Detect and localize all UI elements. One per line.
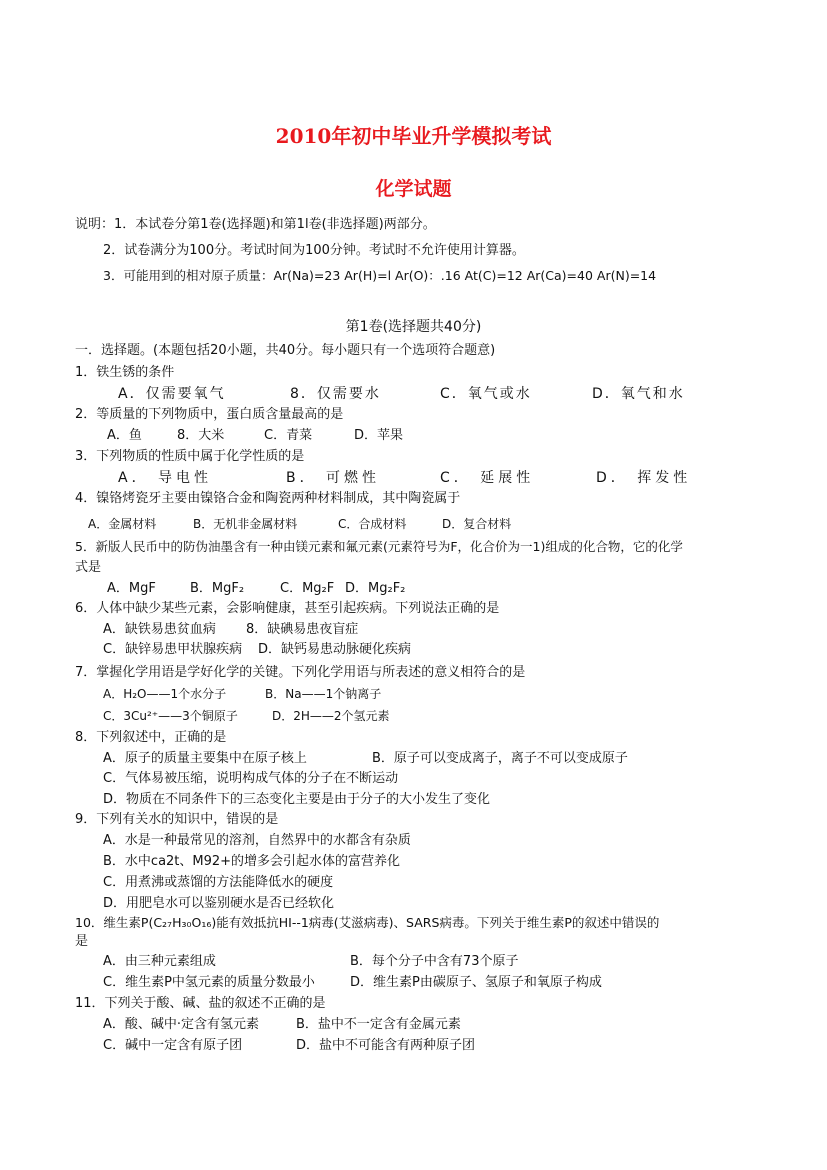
question-11-option-d: D．盐中不可能含有两种原子团 [296, 1038, 476, 1053]
question-4-option-d: D．复合材料 [442, 517, 512, 531]
exam-title: 2010年初中毕业升学模拟考试 [275, 124, 552, 148]
question-10-option-c: C．维生素P中氢元素的质量分数最小 [103, 975, 315, 990]
exam-subtitle: 化学试题 [375, 178, 452, 200]
question-2-option-b: 8．大米 [177, 428, 225, 443]
question-1-option-d: D．氧气和水 [592, 386, 685, 402]
question-1-option-b: 8．仅需要水 [290, 386, 381, 402]
question-10-option-b: B．每个分子中含有73个原子 [350, 954, 519, 969]
question-7-option-a: A．H₂O——1个水分子 [103, 687, 227, 701]
question-9-option-a: A．水是一种最常见的溶剂，自然界中的水都含有杂质 [103, 833, 411, 848]
question-3-option-d: D． 挥发性 [596, 470, 692, 486]
question-7-option-c: C．3Cu²⁺——3个铜原子 [103, 709, 238, 723]
question-3-stem: 3．下列物质的性质中属于化学性质的是 [75, 449, 305, 464]
question-9-option-d: D．用肥皂水可以鉴别硬水是否已经软化 [103, 896, 335, 911]
question-1-option-c: C．氧气或水 [440, 386, 532, 402]
question-2-option-d: D．苹果 [354, 428, 404, 443]
question-7-option-d: D．2H——2个氢元素 [272, 709, 390, 723]
question-1-stem: 1．铁生锈的条件 [75, 365, 175, 380]
question-6-option-a: A．缺铁易患贫血病 [103, 622, 216, 637]
question-8-option-c: C．气体易被压缩，说明构成气体的分子在不断运动 [103, 771, 399, 786]
question-2-option-a: A．鱼 [107, 428, 142, 443]
question-11-option-a: A．酸、碱中·定含有氢元素 [103, 1017, 260, 1032]
question-11-option-b: B．盐中不一定含有金属元素 [296, 1017, 461, 1032]
question-8-option-d: D．物质在不同条件下的三态变化主要是由于分子的大小发生了变化 [103, 792, 491, 807]
question-2-option-c: C．青菜 [264, 428, 313, 443]
question-5-option-d: D．Mg₂F₂ [345, 581, 406, 596]
question-11-stem: 11．下列关于酸、碱、盐的叙述不正确的是 [75, 996, 326, 1011]
question-6-option-c: C．缺锌易患甲状腺疾病 [103, 642, 243, 657]
question-10-stem-continued: 是 [75, 934, 89, 949]
question-10-stem: 10．维生素P(C₂₇H₃₀O₁₆)能有效抵抗HI--1病毒(艾滋病毒)、SARS病毒。下列关于维生素P的叙述中错误的 [75, 915, 660, 930]
question-9-option-c: C．用煮沸或蒸馏的方法能降低水的硬度 [103, 875, 334, 890]
section-title: 第1卷(选择题共40分) [345, 319, 482, 335]
question-5-stem-continued: 式是 [75, 560, 102, 575]
instructions-line-3: 3．可能用到的相对原子质量：Ar(Na)=23 Ar(H)=l Ar(O)：.16 At(C)=12 Ar(Ca)=40 Ar(N)=14 [103, 268, 657, 283]
question-3-option-b: B． 可燃性 [286, 470, 381, 486]
question-5-stem: 5．新版人民币中的防伪油墨含有一种由镁元素和氟元素(元素符号为F，化合价为一1)组成的化合物，它的化学 [75, 539, 683, 554]
question-4-stem: 4．镍铬烤瓷牙主要由镍铬合金和陶瓷两种材料制成，其中陶瓷属于 [75, 491, 461, 506]
question-9-option-b: B．水中ca2t、M92+的增多会引起水体的富营养化 [103, 854, 401, 869]
question-4-option-b: B．无机非金属材料 [193, 517, 298, 531]
question-10-option-a: A．由三种元素组成 [103, 954, 216, 969]
question-6-stem: 6．人体中缺少某些元素，会影响健康，甚至引起疾病。下列说法正确的是 [75, 601, 500, 616]
question-1-option-a: A．仅需要氧气 [118, 386, 226, 402]
question-4-option-a: A．金属材料 [88, 517, 157, 531]
part-intro: 一．选择题。(本题包括20小题，共40分。每小题只有一个选项符合题意) [75, 343, 496, 358]
question-5-option-b: B．MgF₂ [190, 581, 245, 596]
question-8-stem: 8．下列叙述中，正确的是 [75, 730, 227, 745]
question-3-option-c: C． 延展性 [440, 470, 535, 486]
question-5-option-a: A．MgF [107, 581, 156, 596]
instructions-line-2: 2．试卷满分为100分。考试时间为100分钟。考试时不允许使用计算器。 [103, 243, 525, 258]
question-7-option-b: B．Na——1个钠离子 [265, 687, 382, 701]
question-7-stem: 7．掌握化学用语是学好化学的关键。下列化学用语与所表述的意义相符合的是 [75, 665, 526, 680]
question-8-option-b: B．原子可以变成离子，离子不可以变成原子 [372, 751, 628, 766]
question-5-option-c: C．Mg₂F [280, 581, 335, 596]
question-10-option-d: D．维生素P由碳原子、氢原子和氧原子构成 [350, 975, 602, 990]
question-4-option-c: C．合成材料 [338, 517, 407, 531]
question-6-option-b: 8．缺碘易患夜盲症 [246, 622, 359, 637]
question-2-stem: 2．等质量的下列物质中，蛋白质含量最高的是 [75, 407, 344, 422]
question-9-stem: 9．下列有关水的知识中，错误的是 [75, 812, 279, 827]
question-6-option-d: D．缺钙易患动脉硬化疾病 [258, 642, 412, 657]
question-8-option-a: A．原子的质量主要集中在原子核上 [103, 751, 307, 766]
instructions-line-1: 说明：1．本试卷分第1卷(选择题)和第1l卷(非选择题)两部分。 [75, 217, 436, 232]
question-11-option-c: C．碱中一定含有原子团 [103, 1038, 243, 1053]
question-3-option-a: A． 导电性 [118, 470, 213, 486]
